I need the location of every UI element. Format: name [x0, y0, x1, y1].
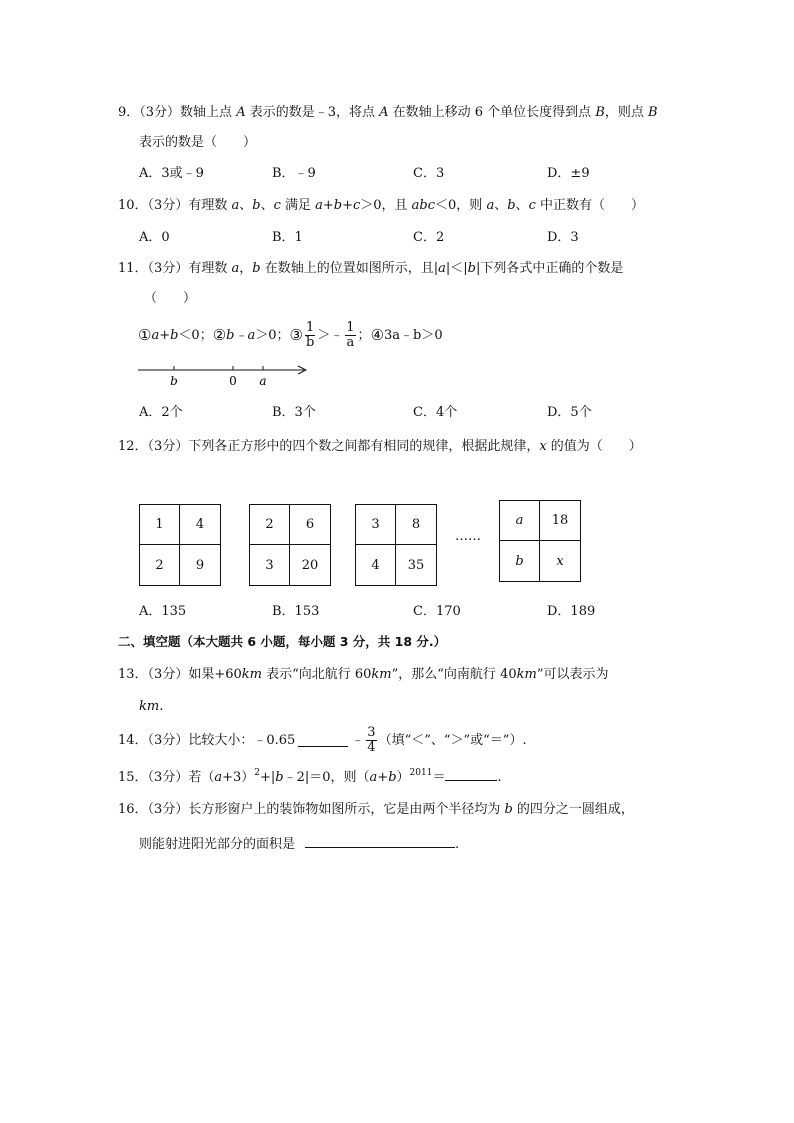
q10-option-b[interactable]: B．1: [272, 230, 303, 245]
square-2: [249, 504, 331, 586]
q11-formulas: ① a+b ＜0； ② b﹣a ＞0； ③ $\frac{1}{b}$ ＞﹣ $\frac{1}{a}$ ； ④ 3a﹣b ＞0: [138, 320, 443, 351]
q11-option-b[interactable]: B．3个: [272, 405, 316, 420]
q11-stem-line2: （ ）: [144, 291, 197, 306]
square-4-top-left: a: [500, 501, 540, 541]
q11-stem: 11．（3分）有理数 a，b 在数轴上的位置如图所示，且|a|＜|b|下列各式中正确的个数是: [118, 261, 624, 276]
square-4: [499, 500, 581, 582]
q10-option-c[interactable]: C．2: [413, 230, 445, 245]
q11-option-d[interactable]: D．5个: [547, 405, 592, 420]
square-3-top-left: 3: [356, 505, 396, 545]
fraction-1-over-a: $\frac{1}{a}$: [346, 320, 355, 351]
q9-stem-line2: 表示的数是（ ）: [139, 135, 257, 150]
q16-answer-blank[interactable]: [305, 835, 455, 848]
q13-stem-line2: km.: [139, 699, 164, 714]
fraction-1-over-b: $\frac{1}{b}$: [305, 320, 315, 351]
square-1-bottom-right: 9: [195, 557, 205, 573]
q11-option-c[interactable]: C．4个: [413, 405, 458, 420]
q10-option-d[interactable]: D．3: [547, 230, 579, 245]
square-4-top-right: 18: [540, 501, 580, 541]
q12-option-b[interactable]: B．153: [272, 604, 320, 619]
square-2-top-left: 2: [250, 505, 290, 545]
q13-stem: 13．（3分）如果+60km 表示“向北航行 60km”，那么“向南航行 40km”可以表示为: [118, 667, 609, 682]
q12-option-a[interactable]: A．135: [139, 604, 187, 619]
q10-stem: 10．（3分）有理数 a、b、c 满足 a+b+c＞0，且 abc＜0，则 a、b、c 中正数有（ ）: [118, 198, 644, 213]
q14-stem: 14．（3分）比较大小：﹣0.65 ﹣ $\frac{3}{4}$ （填“＜”、“＞”或“＝”）.: [118, 725, 527, 756]
square-3-top-right: 8: [396, 505, 436, 545]
q15-answer-blank[interactable]: [445, 768, 497, 781]
square-1-top-right: 4: [180, 505, 220, 545]
square-1: [139, 504, 221, 586]
q12-stem: 12．（3分）下列各正方形中的四个数之间都有相同的规律，根据此规律，x 的值为（ ）: [118, 439, 642, 454]
q15-stem: 15．（3分）若$(a+3)^2+|b﹣2|=0$，则$(a+b)^{2011}=$ .: [118, 768, 502, 785]
q9-option-d[interactable]: D．±9: [547, 166, 590, 181]
axis-label-a: a: [259, 374, 267, 388]
q9-option-c[interactable]: C．3: [413, 166, 445, 181]
q9-stem: 9．（3分）数轴上点 A 表示的数是﹣3，将点 A 在数轴上移动 6 个单位长度得到点 B，则点 B: [118, 105, 658, 120]
q10-option-a[interactable]: A．0: [139, 230, 170, 245]
square-3: [355, 504, 437, 586]
fraction-3-over-4: $\frac{3}{4}$: [367, 725, 376, 756]
axis-label-0: 0: [229, 374, 237, 388]
q9-option-a[interactable]: A．3或﹣9: [139, 166, 204, 181]
q16-stem: 16．（3分）长方形窗户上的装饰物如图所示，它是由两个半径均为 b 的四分之一圆组成，: [118, 802, 634, 817]
number-line-figure: [134, 358, 314, 388]
square-4-bottom-left: b: [500, 541, 540, 581]
ellipsis: ……: [455, 529, 481, 544]
square-1-top-left: 1: [140, 505, 180, 545]
q12-option-d[interactable]: D．189: [547, 604, 596, 619]
square-4-bottom-right: x: [556, 553, 564, 569]
q16-stem-line2: 则能射进阳光部分的面积是 .: [139, 837, 460, 852]
q14-answer-blank[interactable]: [298, 734, 348, 747]
square-1-bottom-left: 2: [140, 545, 180, 585]
square-2-bottom-right: 20: [301, 557, 319, 573]
square-2-bottom-left: 3: [250, 545, 290, 585]
q12-option-c[interactable]: C．170: [413, 604, 461, 619]
square-3-bottom-left: 4: [356, 545, 396, 585]
q11-option-a[interactable]: A．2个: [139, 405, 183, 420]
square-3-bottom-right: 35: [407, 557, 425, 573]
axis-label-b: b: [170, 374, 178, 388]
section-2-title: 二、填空题（本大题共 6 小题，每小题 3 分，共 18 分.）: [118, 634, 447, 649]
square-2-top-right: 6: [290, 505, 330, 545]
q9-option-b[interactable]: B．﹣9: [272, 166, 316, 181]
